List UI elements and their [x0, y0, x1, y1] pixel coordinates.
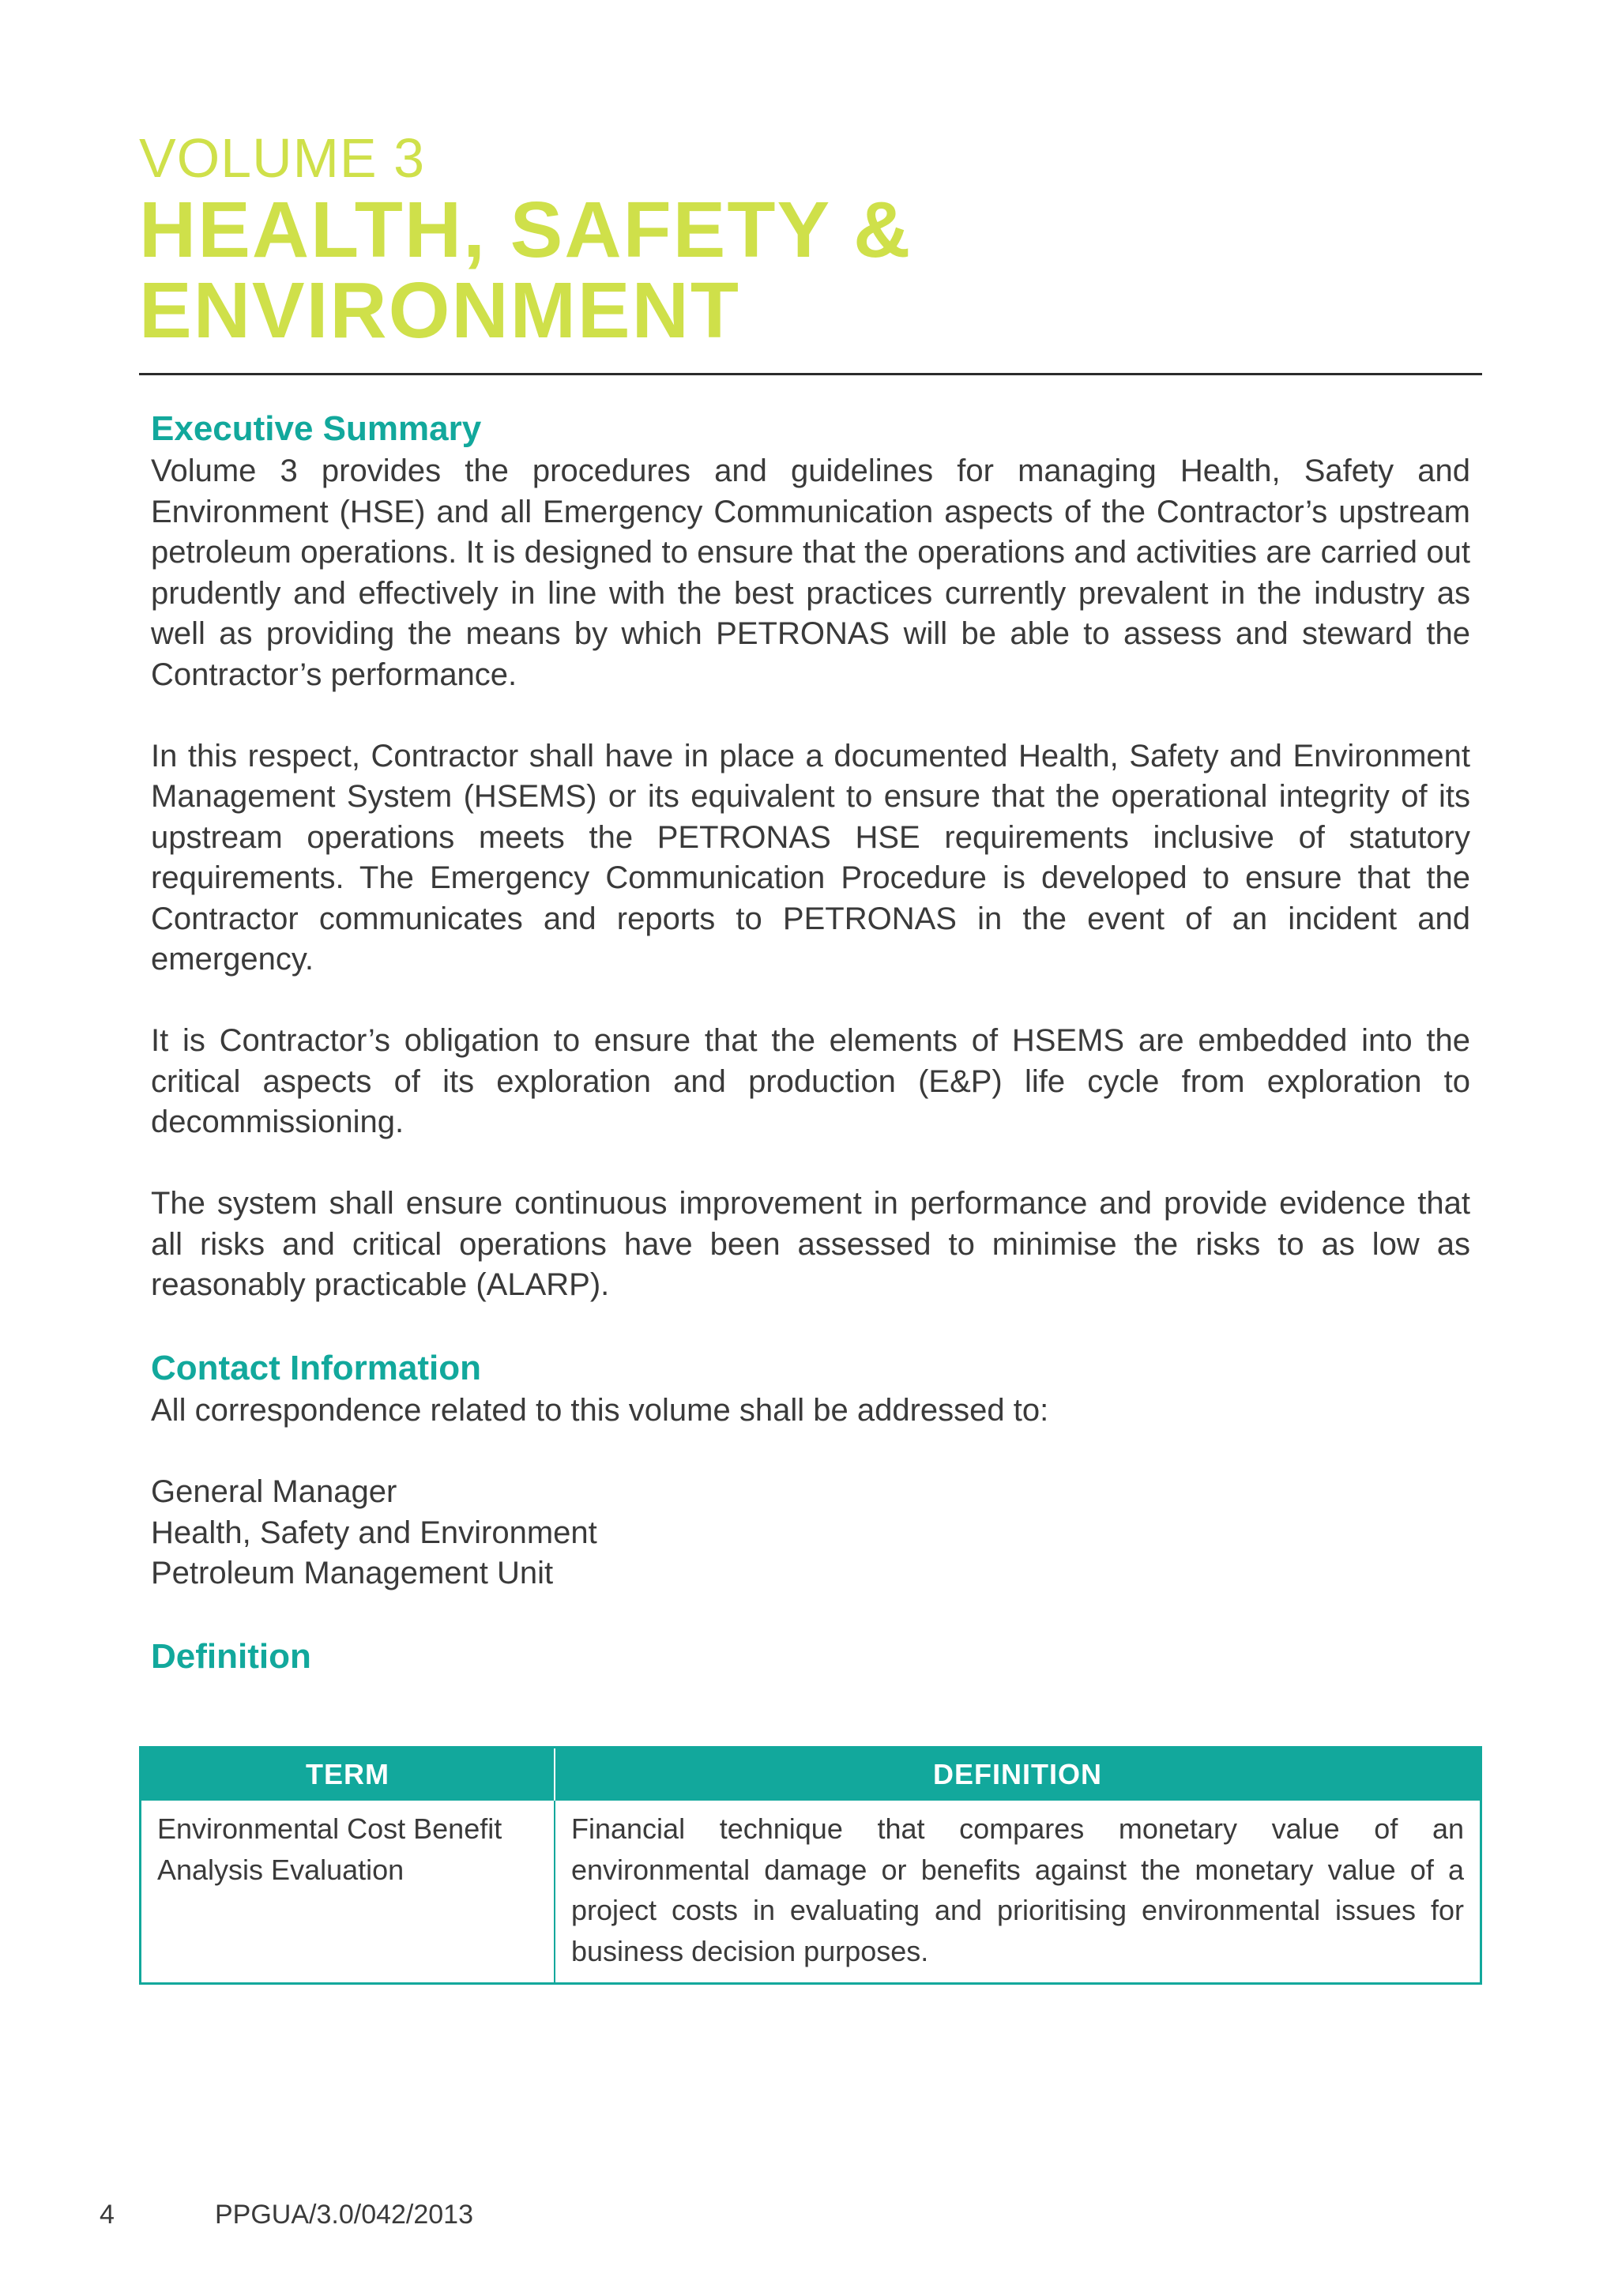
executive-summary-heading: Executive Summary: [151, 409, 482, 448]
definition-table: [139, 1746, 1482, 1985]
page-number: 4: [100, 2200, 115, 2230]
definition-cell: Financial technique that compares monetary value of an environmental damage or benefits against the monetary value of a project costs in evaluating and prioritising environmental issues for business decision purposes.: [571, 1812, 1464, 1967]
main-content: [151, 407, 1470, 1679]
contact-address-line-3: Petroleum Management Unit: [151, 1556, 554, 1590]
term-cell: Environmental Cost Benefit Analysis Evaluation: [141, 1801, 555, 1984]
contact-intro: All correspondence related to this volume shall be addressed to:: [151, 1393, 1049, 1428]
contact-address-line-1: General Manager: [151, 1474, 397, 1509]
volume-title-line-1: HEALTH, SAFETY &: [139, 186, 912, 274]
summary-paragraph-3: It is Contractor’s obligation to ensure that the elements of HSEMS are embedded into the critical aspects of its exploration and production (E&P) life cycle from exploration to decommissioning.: [151, 1023, 1470, 1139]
summary-paragraph-2: In this respect, Contractor shall have in place a documented Health, Safety and Environment Management System (HSEMS) or its equivalent to ensure that the operational integrity of its upstream operations meets the PETRONAS HSE requirements inclusive of statutory requirements. The Emergency Communication Procedure is developed to ensure that the Contractor communicates and reports to PETRONAS in the event of an incident and emergency.: [151, 738, 1470, 977]
column-header-term: TERM: [141, 1748, 555, 1801]
definition-heading: Definition: [151, 1637, 311, 1676]
volume-title: [139, 186, 1324, 355]
table-header-row: [141, 1748, 1481, 1801]
document-code: PPGUA/3.0/042/2013: [215, 2200, 474, 2230]
spacer: [151, 1594, 1470, 1635]
contact-address-line-2: Health, Safety and Environment: [151, 1515, 597, 1550]
volume-title-line-2: ENVIRONMENT: [139, 266, 740, 355]
volume-label: VOLUME 3: [139, 127, 425, 189]
summary-paragraph-4: The system shall ensure continuous improvement in performance and provide evidence that all risks and critical operations have been assessed to minimise the risks to as low as reasonably practicable (ALARP).: [151, 1186, 1470, 1302]
spacer: [151, 1432, 1470, 1473]
contact-information-heading: Contact Information: [151, 1349, 481, 1387]
summary-paragraph-1: Volume 3 provides the procedures and guidelines for managing Health, Safety and Environment (HSE) and all Emergency Communication aspects of the Contractor’s upstream petroleum operations. It is designed to ensure that the operations and activities are carried out prudently and effectively in line with the best practices currently prevalent in the industry as well as providing the means by which PETRONAS will be able to assess and steward the Contractor’s performance.: [151, 454, 1470, 692]
column-header-definition: DEFINITION: [555, 1748, 1481, 1801]
title-divider: [139, 373, 1482, 375]
table-row: [141, 1801, 1481, 1984]
